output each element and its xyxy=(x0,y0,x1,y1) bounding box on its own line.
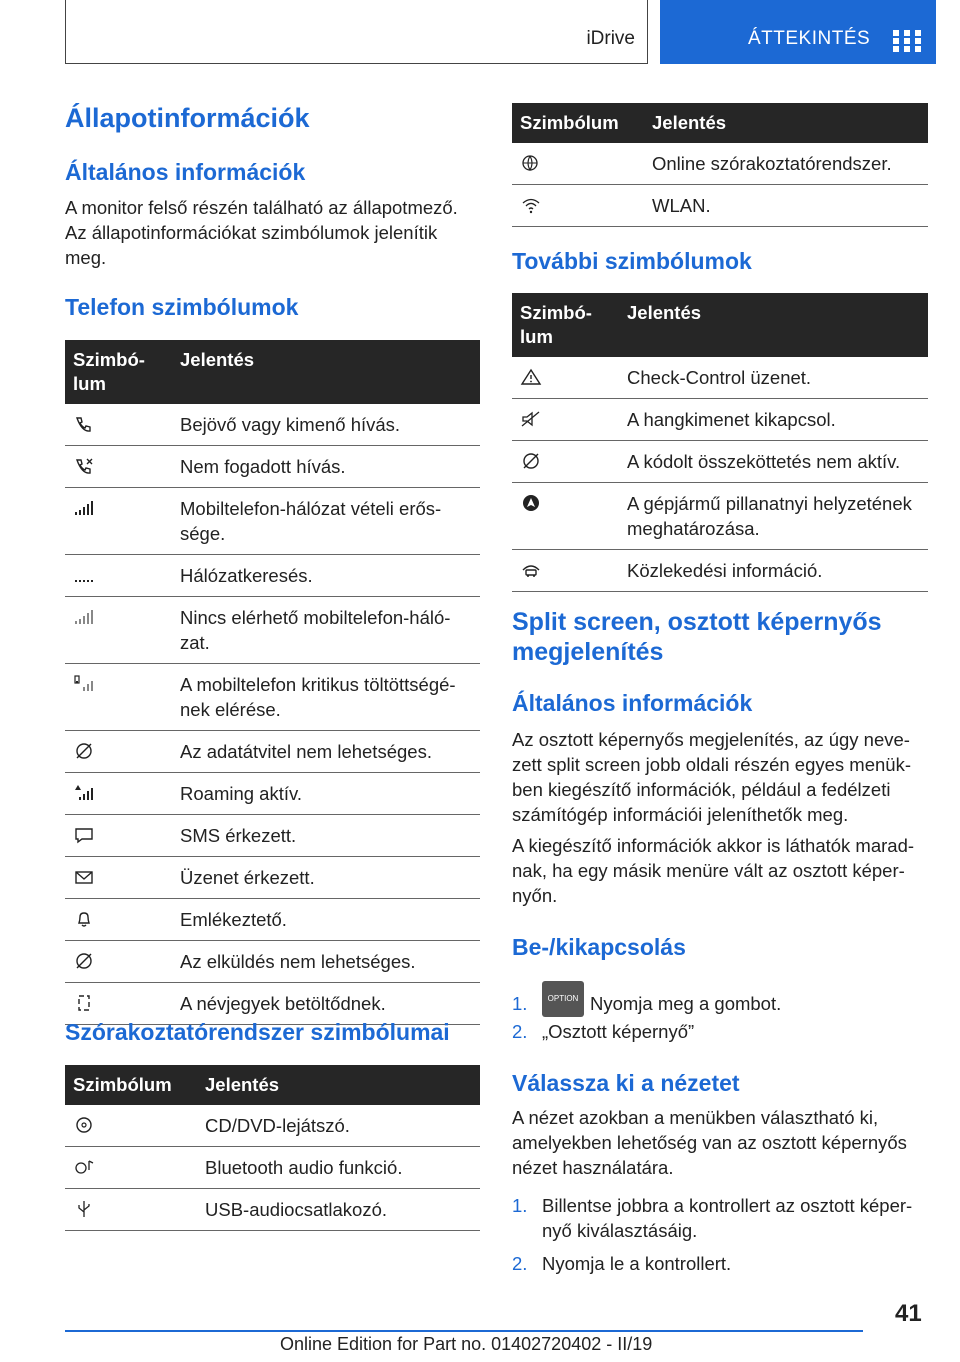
no-network-icon xyxy=(73,608,95,626)
table-header-meaning: Jelentés xyxy=(619,293,928,357)
meaning-cell: Az elküldés nem lehetséges. xyxy=(172,941,480,983)
more-symbols-table xyxy=(512,293,928,592)
split-paragraph-2: A kiegészítő információk akkor is láthatók marad-nak, ha egy másik menüre vált az osztott képer-nyőn. xyxy=(512,835,915,906)
table-row xyxy=(65,815,480,857)
meaning-cell: Check-Control üzenet. xyxy=(619,357,928,399)
entertainment-symbols-table xyxy=(65,1065,480,1231)
meaning-cell: A mobiltelefon kritikus töltöttségé-nek elérése. xyxy=(172,664,480,731)
signal-strength-icon xyxy=(73,499,95,517)
symbol-cell xyxy=(65,1147,197,1189)
battery-critical-icon xyxy=(73,675,95,693)
step-text: „Osztott képernyő” xyxy=(542,1021,695,1042)
sound-off-icon xyxy=(520,410,542,428)
grid-icon[interactable] xyxy=(893,30,921,52)
table-row xyxy=(65,731,480,773)
meaning-cell: Bluetooth audio funkció. xyxy=(197,1147,480,1189)
table-row xyxy=(65,664,480,731)
symbol-cell xyxy=(512,357,619,399)
view-step-2 xyxy=(512,1251,928,1276)
phone-heading: Telefon szimbólumok xyxy=(65,294,299,320)
cd-dvd-icon xyxy=(73,1116,95,1134)
meaning-cell: Közlekedési információ. xyxy=(619,550,928,592)
symbol-cell xyxy=(65,1189,197,1231)
meaning-cell: A névjegyek betöltődnek. xyxy=(172,983,480,1025)
meaning-cell: A kódolt összeköttetés nem aktív. xyxy=(619,441,928,483)
view-text: A nézet azokban a menükben választható ki, amelyekben lehetőség van az osztott képernyős nézet használatára. xyxy=(512,1107,907,1178)
meaning-cell: Online szórakoztatórendszer. xyxy=(644,143,928,185)
bluetooth-audio-icon xyxy=(73,1158,95,1176)
symbol-cell xyxy=(65,446,172,488)
header-section-box xyxy=(65,0,648,64)
symbol-cell xyxy=(512,441,619,483)
encryption-off-icon xyxy=(520,452,542,470)
step-text: Nyomja le a kontrollert. xyxy=(542,1253,732,1274)
table-row xyxy=(512,357,928,399)
table-row xyxy=(65,597,480,664)
symbol-cell xyxy=(65,815,172,857)
table-header-meaning: Jelentés xyxy=(197,1065,480,1105)
symbol-cell xyxy=(65,488,172,555)
table-header-symbol: Szimbó-lum xyxy=(65,340,172,404)
meaning-cell: SMS érkezett. xyxy=(172,815,480,857)
meaning-cell: A hangkimenet kikapcsol. xyxy=(619,399,928,441)
table-row xyxy=(512,550,928,592)
table-row xyxy=(65,941,480,983)
symbol-cell xyxy=(65,1105,197,1147)
online-entertainment-icon xyxy=(520,154,542,172)
send-failed-icon xyxy=(73,952,95,970)
symbol-cell xyxy=(65,597,172,664)
symbol-cell xyxy=(65,857,172,899)
symbol-cell xyxy=(512,550,619,592)
table-row xyxy=(65,404,480,446)
page-title: Állapotinformációk xyxy=(65,103,310,133)
table-row xyxy=(512,483,928,550)
table-header-symbol: Szimbólum xyxy=(65,1065,197,1105)
traffic-info-icon xyxy=(520,561,542,579)
step-text: Billentse jobbra a kontrollert az osztott képer-nyő kiválasztásáig. xyxy=(542,1195,913,1241)
symbol-cell xyxy=(65,404,172,446)
symbol-cell xyxy=(65,731,172,773)
table-row xyxy=(65,488,480,555)
entertainment-symbols-table-continued xyxy=(512,103,928,227)
symbol-cell xyxy=(65,773,172,815)
step-number: 2. xyxy=(512,1253,528,1274)
more-symbols-heading: További szimbólumok xyxy=(512,248,752,274)
meaning-cell: WLAN. xyxy=(644,185,928,227)
table-row xyxy=(65,446,480,488)
meaning-cell: Az adatátvitel nem lehetséges. xyxy=(172,731,480,773)
reminder-bell-icon xyxy=(73,910,95,928)
table-row xyxy=(65,899,480,941)
no-data-icon xyxy=(73,742,95,760)
onoff-heading: Be-/kikapcsolás xyxy=(512,934,686,960)
table-row xyxy=(512,143,928,185)
network-search-icon xyxy=(73,566,95,584)
email-icon xyxy=(73,868,95,886)
split-screen-heading: Split screen, osztott képernyős megjelenítés xyxy=(512,608,882,666)
symbol-cell xyxy=(65,555,172,597)
meaning-cell: USB-audiocsatlakozó. xyxy=(197,1189,480,1231)
symbol-cell xyxy=(65,941,172,983)
header-section-label: iDrive xyxy=(586,28,635,49)
table-row xyxy=(65,1147,480,1189)
symbol-cell xyxy=(512,483,619,550)
table-row xyxy=(65,1189,480,1231)
meaning-cell: Roaming aktív. xyxy=(172,773,480,815)
missed-call-icon xyxy=(73,457,95,475)
onoff-step-2 xyxy=(512,1019,928,1044)
view-heading: Válassza ki a nézetet xyxy=(512,1070,740,1096)
step-number: 1. xyxy=(512,992,528,1014)
wlan-icon xyxy=(520,196,542,214)
meaning-cell: Bejövő vagy kimenő hívás. xyxy=(172,404,480,446)
symbol-cell xyxy=(512,399,619,441)
table-row xyxy=(65,857,480,899)
phone-symbols-table xyxy=(65,340,480,1025)
meaning-cell: Emlékeztető. xyxy=(172,899,480,941)
table-row xyxy=(512,399,928,441)
meaning-cell: Hálózatkeresés. xyxy=(172,555,480,597)
roaming-icon xyxy=(73,784,95,802)
view-step-1 xyxy=(512,1193,928,1243)
table-header-symbol: Szimbólum xyxy=(512,103,644,143)
table-row xyxy=(512,441,928,483)
option-button[interactable]: OPTION xyxy=(542,981,584,1017)
table-row xyxy=(512,185,928,227)
page-number: 41 xyxy=(895,1300,922,1327)
meaning-cell: Üzenet érkezett. xyxy=(172,857,480,899)
table-row xyxy=(65,1105,480,1147)
symbol-cell xyxy=(512,185,644,227)
entertainment-heading: Szórakoztatórendszer szimbólumai xyxy=(65,1019,450,1045)
table-header-meaning: Jelentés xyxy=(644,103,928,143)
table-header-symbol: Szimbó-lum xyxy=(512,293,619,357)
split-paragraph-1: Az osztott képernyős megjelenítés, az úgy neve-zett split screen jobb oldali részén egyes menük-ben kiegészítő információk, például a fedélzeti számítógép információi jeleníthetők meg. xyxy=(512,729,911,825)
meaning-cell: Nincs elérhető mobiltelefon-háló-zat. xyxy=(172,597,480,664)
onoff-step-1 xyxy=(512,987,928,1023)
general-heading: Általános információk xyxy=(65,159,306,185)
meaning-cell: Mobiltelefon-hálózat vételi erős-sége. xyxy=(172,488,480,555)
meaning-cell: CD/DVD-lejátszó. xyxy=(197,1105,480,1147)
phone-call-icon xyxy=(73,415,95,433)
meaning-cell: Nem fogadott hívás. xyxy=(172,446,480,488)
general-text: A monitor felső részén található az állapotmező. Az állapotinformációkat szimbólumok jelenítik meg. xyxy=(65,197,458,268)
sms-icon xyxy=(73,826,95,844)
table-row xyxy=(65,773,480,815)
step-text: Nyomja meg a gombot. xyxy=(590,992,782,1014)
table-row xyxy=(65,555,480,597)
split-general-heading: Általános információk xyxy=(512,690,753,716)
table-header-meaning: Jelentés xyxy=(172,340,480,404)
symbol-cell xyxy=(65,664,172,731)
step-number: 1. xyxy=(512,1195,528,1216)
usb-icon xyxy=(73,1200,95,1218)
meaning-cell: A gépjármű pillanatnyi helyzetének meghatározása. xyxy=(619,483,928,550)
contacts-loading-icon xyxy=(73,994,95,1012)
footer-edition: Online Edition for Part no. 01402720402 - II/19 xyxy=(280,1334,653,1354)
warning-triangle-icon xyxy=(520,368,542,386)
step-number: 2. xyxy=(512,1021,528,1042)
symbol-cell xyxy=(512,143,644,185)
header-chapter-label: ÁTTEKINTÉS xyxy=(748,28,871,49)
footer-divider xyxy=(65,1330,863,1332)
location-icon xyxy=(520,494,542,512)
symbol-cell xyxy=(65,899,172,941)
